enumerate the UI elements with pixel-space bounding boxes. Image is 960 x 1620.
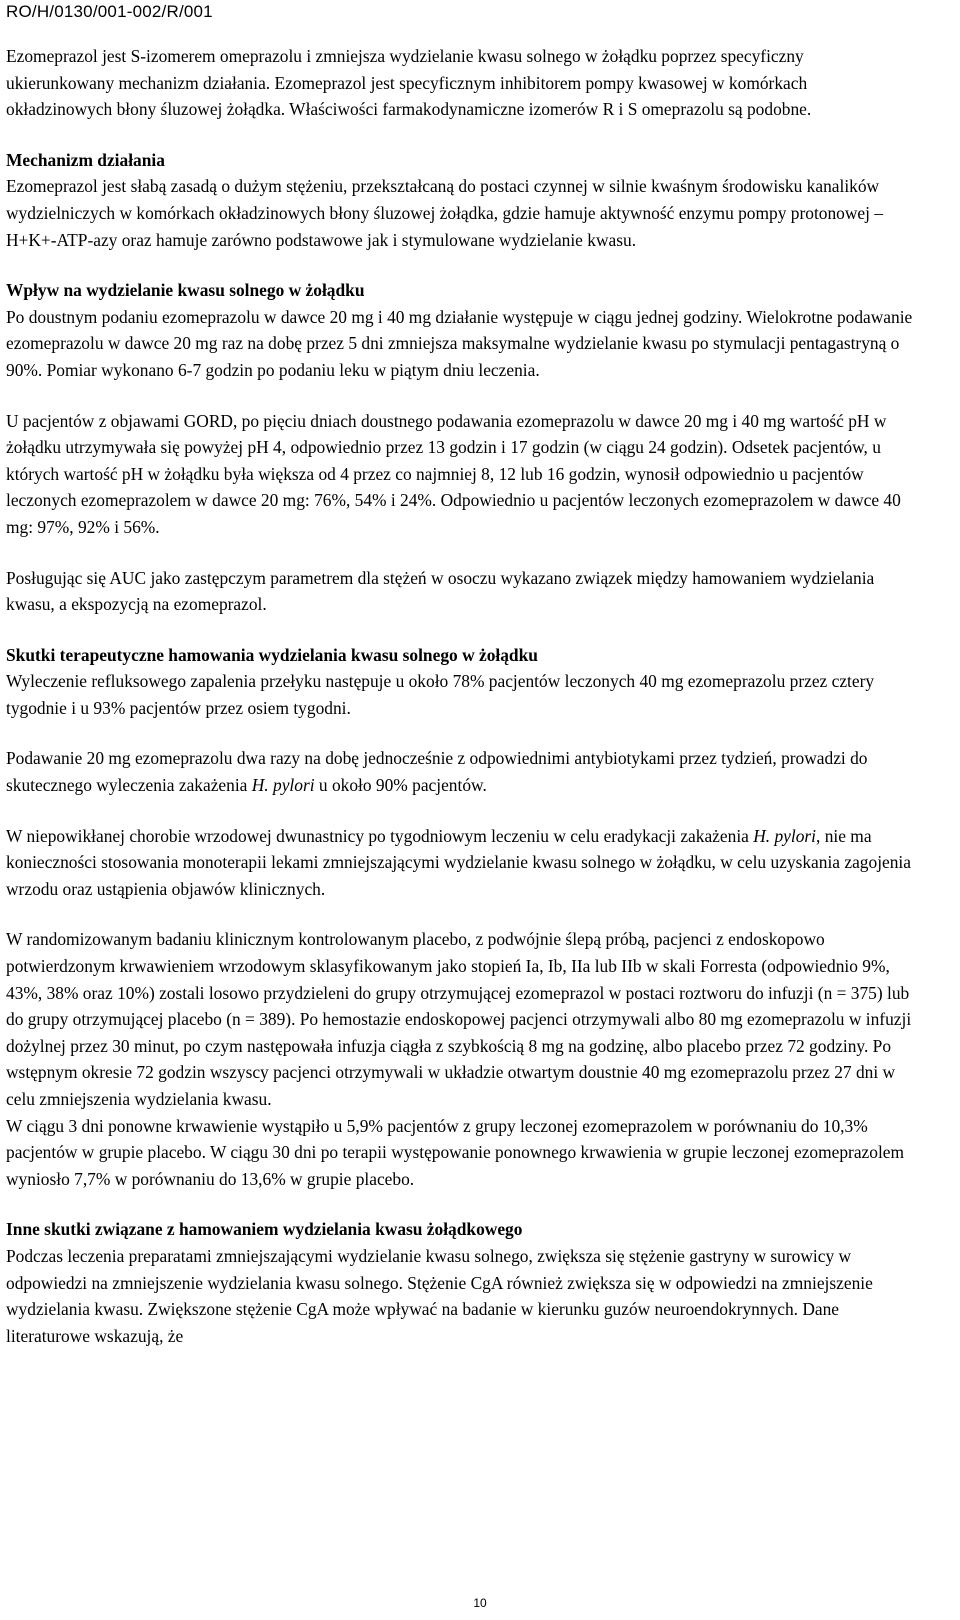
section-heading: Skutki terapeutyczne hamowania wydzielania kwasu solnego w żołądku: [6, 644, 538, 665]
section: [6, 642, 916, 1193]
section-heading: Wpływ na wydzielanie kwasu solnego w żołądku: [6, 280, 365, 301]
paragraph: [6, 668, 916, 721]
paragraph: [6, 408, 916, 541]
paragraph-text: u około 90% pacjentów.: [314, 775, 487, 796]
paragraph: [6, 823, 916, 903]
document-body: [6, 43, 916, 1349]
paragraph-text: W randomizowanym badaniu klinicznym kontrolowanym placebo, z podwójnie ślepą próbą, pacjenci z endoskopowo potwierdzonym krwawieniem wrzodowym sklasyfikowanym jako stopień Ia, Ib, IIa lub IIb w skali Forresta (odpowiednio 9%, 43%, 38% oraz 10%) zostali losowo przydzieleni do grupy otrzymującej ezomeprazol w postaci roztworu do infuzji (n = 375) lub do grupy otrzymującej placebo (n = 389). Po hemostazie endoskopowej pacjenci otrzymywali albo 80 mg ezomeprazolu w infuzji dożylnej przez 30 minut, po czym następowała infuzja ciągła z szybkością 8 mg na godzinę, albo placebo przez 72 godziny. Po wstępnym okresie 72 godzin wszyscy pacjenci otrzymywali w układzie otwartym doustnie 40 mg ezomeprazolu przez 27 dni w celu zmniejszenia wydzielania kwasu.: [6, 929, 912, 1109]
paragraph-text: Posługując się AUC jako zastępczym parametrem dla stężeń w osoczu wykazano związek między hamowaniem wydzielania kwasu, a ekspozycją na ezomeprazol.: [6, 567, 875, 615]
section-heading: Mechanizm działania: [6, 149, 165, 170]
paragraph: [6, 926, 916, 1192]
paragraph: [6, 745, 916, 798]
paragraph: [6, 304, 916, 384]
section: [6, 147, 916, 253]
paragraph: [6, 173, 916, 253]
paragraph: [6, 43, 916, 123]
page-number: 10: [473, 1596, 487, 1610]
paragraph: [6, 1243, 916, 1349]
paragraph-text: Podawanie 20 mg ezomeprazolu dwa razy na dobę jednocześnie z odpowiednimi antybiotykami przez tydzień, prowadzi do skutecznego wyleczenia zakażenia: [6, 748, 868, 796]
paragraph-text: W ciągu 3 dni ponowne krwawienie wystąpiło u 5,9% pacjentów z grupy leczonej ezomeprazolem w porównaniu do 10,3% pacjentów w grupie placebo. W ciągu 30 dni po terapii występowanie ponownego krwawienia w grupie leczonej ezomeprazolem wyniosło 7,7% w porównaniu do 13,6% w grupie placebo.: [6, 1115, 905, 1189]
paragraph-text: W niepowikłanej chorobie wrzodowej dwunastnicy po tygodniowym leczeniu w celu eradykacji zakażenia: [6, 825, 754, 846]
italic-term: H. pylori: [251, 775, 315, 796]
paragraph-text: U pacjentów z objawami GORD, po pięciu dniach doustnego podawania ezomeprazolu w dawce 20 mg i 40 mg wartość pH w żołądku utrzymywała się powyżej pH 4, odpowiednio przez 13 godzin i 17 godzin (w ciągu 24 godzin). Odsetek pacjentów, u których wartość pH w żołądku była większa od 4 przez co najmniej 8, 12 lub 16 godzin, wynosił odpowiednio u pacjentów leczonych ezomeprazolem w dawce 20 mg: 76%, 54% i 24%. Odpowiednio u pacjentów leczonych ezomeprazolem w dawce 40 mg: 97%, 92% i 56%.: [6, 410, 901, 537]
paragraph-text: Po doustnym podaniu ezomeprazolu w dawce 20 mg i 40 mg działanie występuje w ciągu jednej godziny. Wielokrotne podawanie ezomeprazolu w dawce 20 mg raz na dobę przez 5 dni zmniejsza maksymalne wydzielanie kwasu po stymulacji pentagastryną o 90%. Pomiar wykonano 6-7 godzin po podaniu leku w piątym dniu leczenia.: [6, 306, 913, 380]
section: [6, 1216, 916, 1349]
section-heading: Inne skutki związane z hamowaniem wydzielania kwasu żołądkowego: [6, 1219, 523, 1240]
section: [6, 277, 916, 618]
paragraph-text: Ezomeprazol jest S-izomerem omeprazolu i zmniejsza wydzielanie kwasu solnego w żołądku poprzez specyficzny ukierunkowany mechanizm działania. Ezomeprazol jest specyficznym inhibitorem pompy kwasowej w komórkach okładzinowych błony śluzowej żołądka. Właściwości farmakodynamiczne izomerów R i S omeprazolu są podobne.: [6, 46, 812, 120]
section: [6, 43, 916, 123]
document-code: RO/H/0130/001-002/R/001: [6, 2, 213, 21]
paragraph-text: , nie ma konieczności stosowania monoterapii lekami zmniejszającymi wydzielanie kwasu solnego w żołądku, w celu uzyskania zagojenia wrzodu oraz ustąpienia objawów klinicznych.: [6, 825, 911, 899]
paragraph-text: Ezomeprazol jest słabą zasadą o dużym stężeniu, przekształcaną do postaci czynnej w silnie kwaśnym środowisku kanalików wydzielniczych w komórkach okładzinowych błony śluzowej żołądka, gdzie hamuje aktywność enzymu pompy protonowej – H+K+-ATP-azy oraz hamuje zarówno podstawowe jak i stymulowane wydzielanie kwasu.: [6, 176, 884, 250]
italic-term: H. pylori: [753, 825, 817, 846]
paragraph-text: Podczas leczenia preparatami zmniejszającymi wydzielanie kwasu solnego, zwiększa się stężenie gastryny w surowicy w odpowiedzi na zmniejszenie wydzielania kwasu solnego. Stężenie CgA również zwiększa się w odpowiedzi na zmniejszenie wydzielania kwasu. Zwiększone stężenie CgA może wpływać na badanie w kierunku guzów neuroendokrynnych. Dane literaturowe wskazują, że: [6, 1245, 873, 1346]
paragraph: [6, 565, 916, 618]
paragraph-text: Wyleczenie refluksowego zapalenia przełyku następuje u około 78% pacjentów leczonych 40 mg ezomeprazolu przez cztery tygodnie i u 93% pacjentów przez osiem tygodni.: [6, 671, 875, 718]
